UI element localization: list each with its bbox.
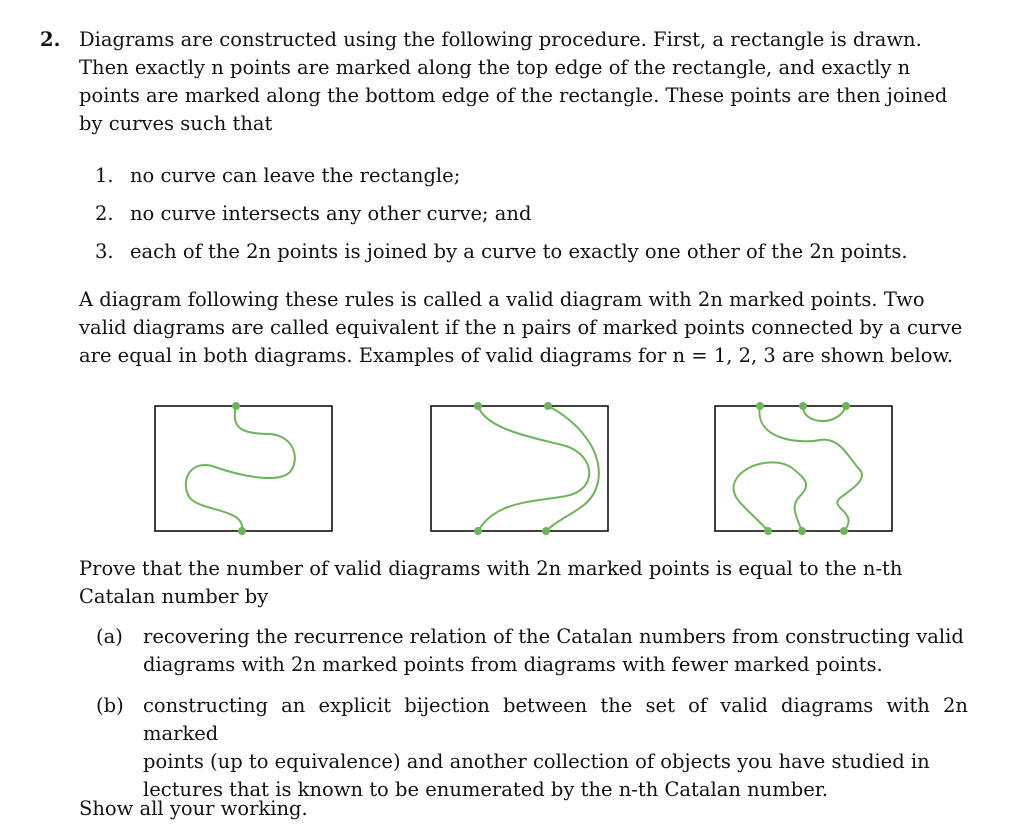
definition-line: are equal in both diagrams. Examples of valid diagrams for n = 1, 2, 3 are shown below. — [79, 344, 954, 367]
marked-point — [756, 402, 764, 410]
part-text — [143, 692, 968, 804]
marked-point — [544, 402, 552, 410]
part-line: recovering the recurrence relation of the Catalan numbers from constructing valid — [143, 625, 964, 648]
diagram-curve — [759, 406, 862, 531]
diagram-frame — [155, 406, 332, 531]
definition-line: A diagram following these rules is called a valid diagram with 2n marked points. Two — [79, 288, 925, 311]
marked-point — [764, 527, 772, 535]
part-line: points (up to equivalence) and another collection of objects you have studied in — [143, 750, 930, 773]
part-text — [143, 623, 968, 679]
part-line: diagrams with 2n marked points from diagrams with fewer marked points. — [143, 653, 883, 676]
intro-line: Then exactly n points are marked along the top edge of the rectangle, and exactly n — [79, 56, 911, 79]
part-line: constructing an explicit bijection between the set of valid diagrams with 2n marked — [143, 694, 968, 745]
rule-label: 1. — [95, 164, 114, 187]
diagram-n1 — [150, 400, 340, 540]
part-label: (a) — [96, 625, 123, 648]
prove-line: Catalan number by — [79, 585, 269, 608]
diagram-frame — [715, 406, 892, 531]
intro-line: by curves such that — [79, 112, 273, 135]
marked-point — [232, 402, 240, 410]
part-label: (b) — [96, 694, 124, 717]
marked-point — [474, 527, 482, 535]
diagram-n2 — [426, 400, 616, 540]
rule-label: 2. — [95, 202, 114, 225]
marked-point — [542, 527, 550, 535]
intro-paragraph — [79, 26, 969, 138]
prove-paragraph — [79, 555, 969, 611]
part-line: lectures that is known to be enumerated by the n-th Catalan number. — [143, 778, 829, 801]
rule-label: 3. — [95, 240, 114, 263]
diagram-curve — [546, 406, 599, 531]
closing-line: Show all your working. — [79, 797, 308, 820]
rule-text: each of the 2n points is joined by a curve to exactly one other of the 2n points. — [130, 240, 908, 263]
diagram-curve — [733, 462, 806, 531]
marked-point — [799, 402, 807, 410]
diagram-curve — [803, 406, 846, 421]
marked-point — [842, 402, 850, 410]
marked-point — [840, 527, 848, 535]
rule-text: no curve intersects any other curve; and — [130, 202, 532, 225]
marked-point — [238, 527, 246, 535]
prove-line: Prove that the number of valid diagrams with 2n marked points is equal to the n-th — [79, 557, 903, 580]
diagram-curve — [186, 406, 295, 531]
diagram-frame — [431, 406, 608, 531]
definition-line: valid diagrams are called equivalent if the n pairs of marked points connected by a curve — [79, 316, 963, 339]
definition-paragraph — [79, 286, 969, 370]
marked-point — [798, 527, 806, 535]
diagram-n3 — [710, 400, 900, 540]
problem-number: 2. — [40, 28, 61, 51]
intro-line: Diagrams are constructed using the following procedure. First, a rectangle is drawn. — [79, 28, 922, 51]
intro-line: points are marked along the bottom edge of the rectangle. These points are then joined — [79, 84, 948, 107]
rule-text: no curve can leave the rectangle; — [130, 164, 461, 187]
marked-point — [474, 402, 482, 410]
